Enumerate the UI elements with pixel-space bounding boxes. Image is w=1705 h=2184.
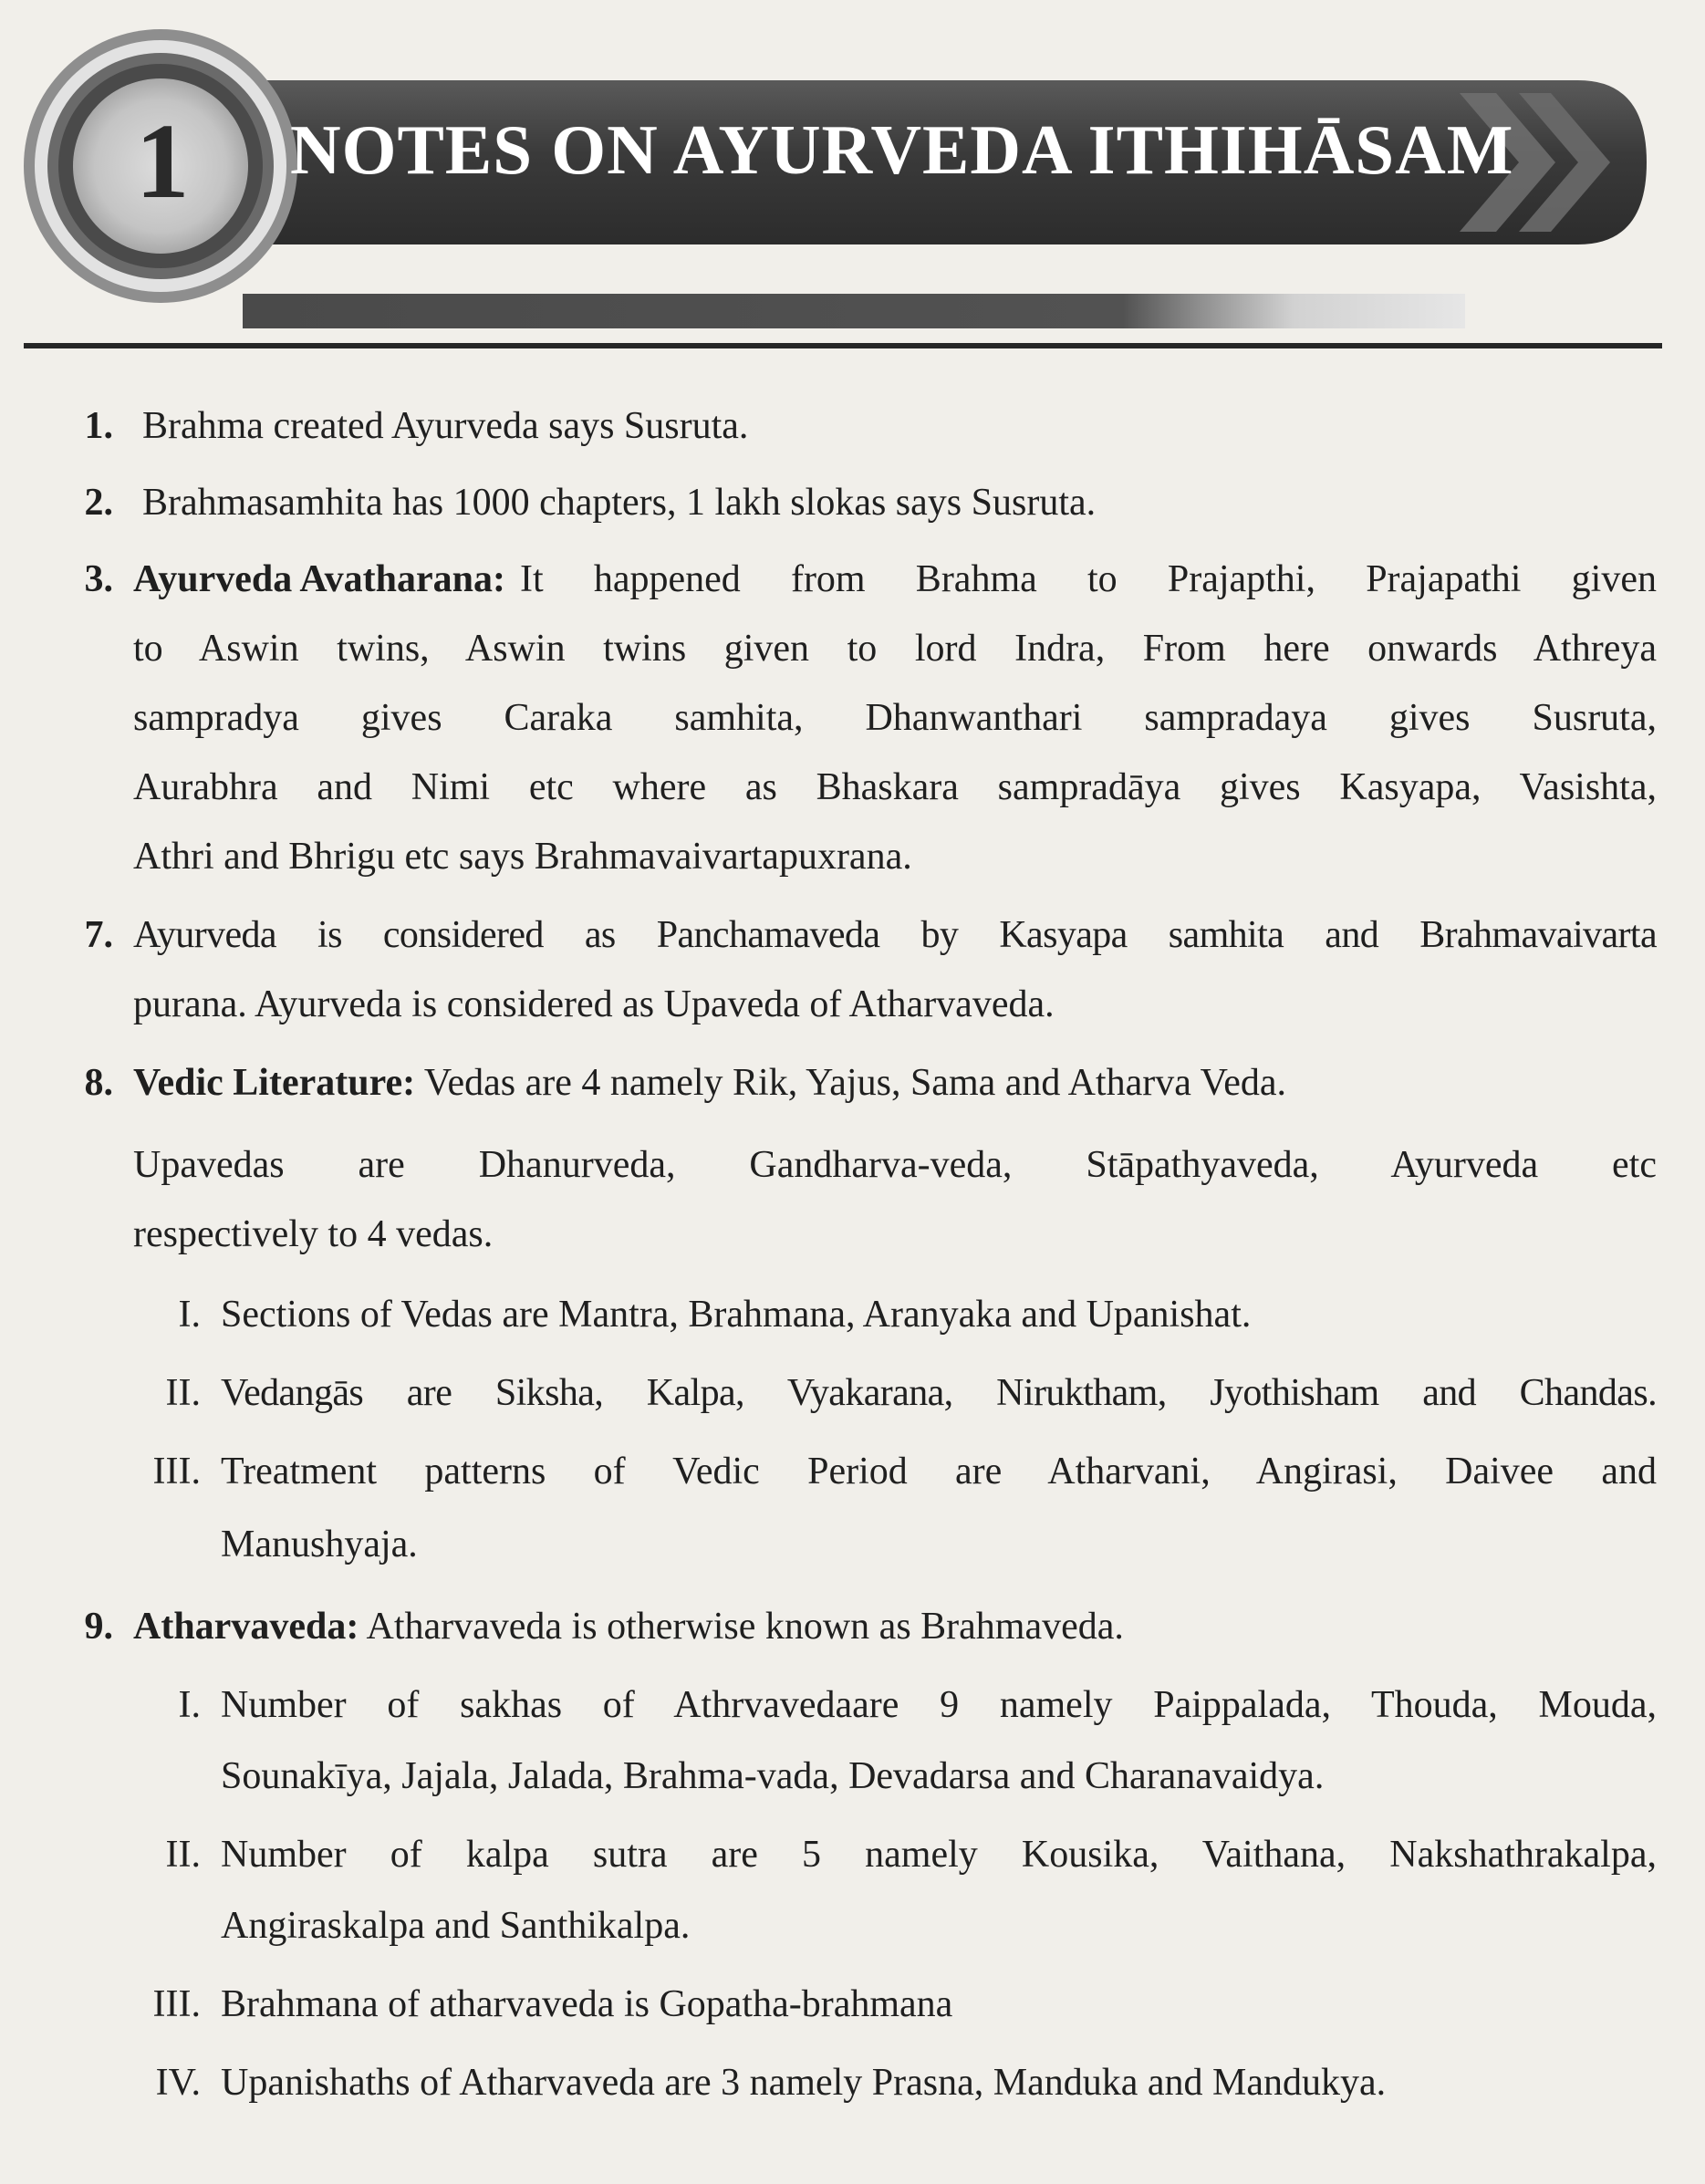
item-text: Atharvaveda is otherwise known as Brahmaveda.: [366, 1606, 1124, 1648]
item-number: 9.: [84, 1606, 113, 1648]
sub-item-number: III.: [152, 1451, 201, 1492]
item-number: 3.: [84, 558, 113, 600]
item-text: Vedas are 4 namely Rik, Yajus, Sama and Atharva Veda.: [423, 1062, 1287, 1104]
item-number: 2.: [84, 482, 113, 524]
chapter-number: 1: [135, 101, 190, 221]
item-label: Ayurveda Avatharana:: [133, 558, 505, 600]
sub-item-text: Sounakīya, Jajala, Jalada, Brahma-vada, Devadarsa and Charanavaidya.: [221, 1755, 1325, 1797]
sub-item-text: Brahmana of atharvaveda is Gopatha-brahmana: [221, 1983, 953, 2025]
paragraph-text: respectively to 4 vedas.: [133, 1213, 494, 1255]
item-text: It happened from Brahma to Prajapthi, Prajapathi given: [519, 558, 1657, 600]
item-text: to Aswin twins, Aswin twins given to lord Indra, From here onwards Athreya: [133, 628, 1657, 670]
item-number: 8.: [84, 1062, 113, 1104]
sub-item-text: Manushyaja.: [221, 1524, 418, 1565]
item-text: Brahmasamhita has 1000 chapters, 1 lakh slokas says Susruta.: [142, 482, 1097, 524]
item-label: Atharvaveda:: [133, 1606, 359, 1648]
item-text: Ayurveda is considered as Panchamaveda by Kasyapa samhita and Brahmavaivarta: [133, 914, 1657, 956]
chapter-banner: [0, 0, 1705, 365]
item-label: Vedic Literature:: [133, 1062, 416, 1104]
item-text: purana. Ayurveda is considered as Upaveda of Atharvaveda.: [133, 983, 1055, 1025]
item-text: Brahma created Ayurveda says Susruta.: [142, 405, 749, 447]
item-text: sampradya gives Caraka samhita, Dhanwanthari sampradaya gives Susruta,: [133, 697, 1657, 739]
header-divider: [24, 343, 1662, 348]
paragraph-text: Upavedas are Dhanurveda, Gandharva-veda, Stāpathyaveda, Ayurveda etc: [133, 1144, 1657, 1186]
item-number: 1.: [84, 405, 113, 447]
item-number: 7.: [84, 914, 113, 956]
sub-item-text: Upanishaths of Atharvaveda are 3 namely Prasna, Manduka and Mandukya.: [221, 2062, 1387, 2104]
sub-item-text: Number of sakhas of Athrvavedaare 9 namely Paippalada, Thouda, Mouda,: [221, 1684, 1657, 1726]
sub-item-number: I.: [178, 1684, 201, 1726]
sub-item-text: Angiraskalpa and Santhikalpa.: [221, 1905, 691, 1947]
sub-item-number: IV.: [155, 2062, 201, 2104]
item-text: Aurabhra and Nimi etc where as Bhaskara sampradāya gives Kasyapa, Vasishta,: [133, 766, 1657, 808]
sub-item-number: II.: [165, 1372, 201, 1414]
sub-item-text: Sections of Vedas are Mantra, Brahmana, Aranyaka and Upanishat.: [221, 1294, 1252, 1336]
sub-item-number: III.: [152, 1983, 201, 2025]
sub-item-text: Vedangās are Siksha, Kalpa, Vyakarana, Niruktham, Jyothisham and Chandas.: [221, 1372, 1657, 1414]
sub-item-number: II.: [165, 1834, 201, 1876]
sub-item-text: Treatment patterns of Vedic Period are Atharvani, Angirasi, Daivee and: [221, 1451, 1657, 1492]
item-text: Athri and Bhrigu etc says Brahmavaivartapuxrana.: [133, 836, 912, 878]
sub-item-number: I.: [178, 1294, 201, 1336]
chapter-title: NOTES ON AYURVEDA ITHIHĀSAM: [290, 110, 1514, 189]
sub-item-text: Number of kalpa sutra are 5 namely Kousika, Vaithana, Nakshathrakalpa,: [221, 1834, 1657, 1876]
